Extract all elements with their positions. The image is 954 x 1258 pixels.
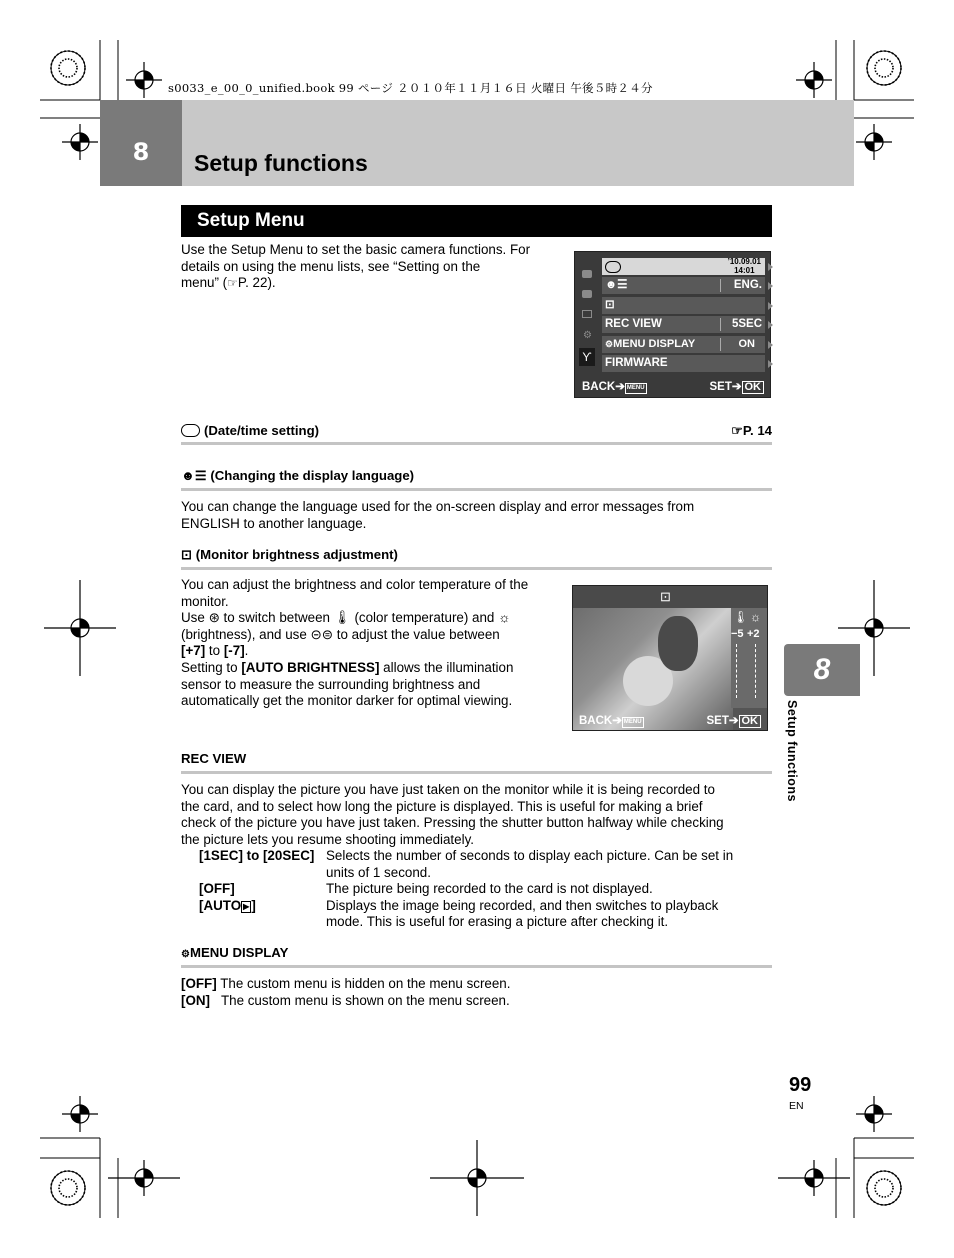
language-body: You can change the language used for the on-screen display and error messages from ENGLISH to another language. (181, 499, 695, 531)
thermometer-icon: 🌡 (733, 610, 749, 624)
monitor-adjust-screen (572, 585, 768, 731)
page-language: EN (789, 1100, 804, 1112)
rec-view-options: [1SEC] to [20SEC] Selects the number of seconds to display each picture. Can be set in units of 1 second. [OFF] The picture being recorded to the card is not displayed. [AUTO ▶ ] Displays the image being recorded, and then switches to playback mode. This is useful for erasing a picture after checking it. (199, 848, 734, 930)
chapter-title: Setup functions (194, 150, 368, 176)
playback-icon: ▶ (243, 901, 250, 911)
set-hint: SET➔ OK (706, 713, 761, 728)
menu-row-menu-display[interactable]: ⚙MENU DISPLAY ON (602, 336, 765, 353)
page-ref-icon: ☞ (227, 276, 238, 291)
menu-display-heading: ⚙MENU DISPLAY (181, 945, 289, 960)
rec-view-heading: REC VIEW (181, 751, 247, 766)
page-number: 99 (789, 1074, 812, 1096)
custom-icon: ⚙ (583, 330, 592, 341)
monitor-heading: ⊡ (Monitor brightness adjustment) (181, 547, 398, 562)
screen-header (573, 586, 768, 608)
intro-paragraph (181, 242, 561, 292)
up-down-arrows-icon: ⊝⊜ (310, 626, 333, 642)
menu-row-language[interactable]: ☻☰ ENG. (602, 277, 765, 294)
sun-icon: ☼ (750, 610, 761, 624)
intro-line: Use the Setup Menu to set the basic camera functions. For (181, 242, 531, 257)
gear-icon: ⚙ (181, 949, 190, 960)
wrench-icon: Ƴ (579, 348, 595, 366)
monitor-body: You can adjust the brightness and color temperature of the monitor. Use ⊛ to switch between 🌡 (color temperature) and ☼ (brightness), and use ⊝⊜ to adjust the value between [+7] to [-7]. Setting to [AUTO BRIGHTNESS] allows the illumination sensor to measure the surrounding brightness and automatically get the monitor darker for optimal viewing. (181, 577, 529, 709)
back-hint: BACK➔ MENU (582, 381, 645, 393)
chapter-number: 8 (100, 100, 182, 186)
page-ref-icon: ☞ (731, 423, 743, 438)
rule (181, 442, 772, 445)
rule (181, 771, 772, 774)
set-hint: SET➔ OK (709, 379, 764, 394)
back-hint: BACK➔ MENU (579, 715, 642, 727)
time-value: 14:01 (734, 266, 755, 275)
temperature-slider[interactable] (736, 644, 740, 698)
monitor-brightness-icon: ⊡ (181, 547, 193, 562)
monitor-brightness-icon: ⊡ (660, 589, 671, 604)
monitor-brightness-icon: ⊡ (605, 299, 615, 311)
playback-icon (582, 310, 592, 318)
camera2-icon (582, 290, 592, 298)
rec-view-body: You can display the picture you have just taken on the monitor while it is being recorded to the card, and to select how long the picture is displayed. This is useful for making a brief check of the picture you have just taken. Pressing the shutter button halfway while checking the picture lets you resume shooting immediately. (181, 782, 724, 847)
brightness-slider[interactable] (755, 644, 759, 698)
temperature-value: −5 (731, 628, 744, 640)
side-tab-label: Setup functions (785, 700, 799, 802)
clock-icon (605, 261, 621, 273)
menu-row-firmware[interactable]: FIRMWARE (602, 355, 765, 372)
language-icon: ☻☰ (181, 468, 207, 483)
menu-display-body: [OFF] The custom menu is hidden on the menu screen. [ON] The custom menu is shown on the menu screen. (181, 976, 511, 1008)
photo-head (658, 616, 698, 671)
intro-line: menu” (☞P. 22). (181, 275, 276, 291)
section-title: Setup Menu (181, 205, 772, 237)
menu-tabs (575, 252, 599, 372)
rule (181, 567, 772, 570)
brightness-value: +2 (747, 628, 760, 640)
intro-line: details on using the menu lists, see “Setting on the (181, 258, 481, 274)
menu-row-date[interactable] (602, 258, 765, 275)
left-right-arrows-icon: ⊛ (208, 610, 220, 626)
header-file-info: s0033_e_00_0_unified.book 99 ページ ２０１０年１１月１６日 火曜日 午後５時２４分 (168, 81, 653, 95)
sun-icon: ☼ (498, 610, 511, 626)
setup-menu-screen (574, 251, 771, 398)
language-icon: ☻☰ (605, 279, 628, 291)
rule (181, 965, 772, 968)
chapter-side-tab: 8 (784, 644, 860, 696)
date-value: ’10.09.01 (727, 257, 761, 266)
thermometer-icon: 🌡 (333, 610, 351, 626)
clock-icon (181, 424, 200, 437)
gear-icon: ⚙ (605, 339, 614, 349)
slider-panel (731, 608, 768, 708)
camera-icon (582, 270, 592, 278)
date-time-heading: (Date/time setting) ☞P. 14 (181, 423, 772, 438)
rule (181, 488, 772, 491)
menu-row-brightness[interactable] (602, 297, 765, 314)
language-heading: ☻☰ (Changing the display language) (181, 468, 415, 483)
menu-row-rec-view[interactable]: REC VIEW 5SEC (602, 316, 765, 333)
